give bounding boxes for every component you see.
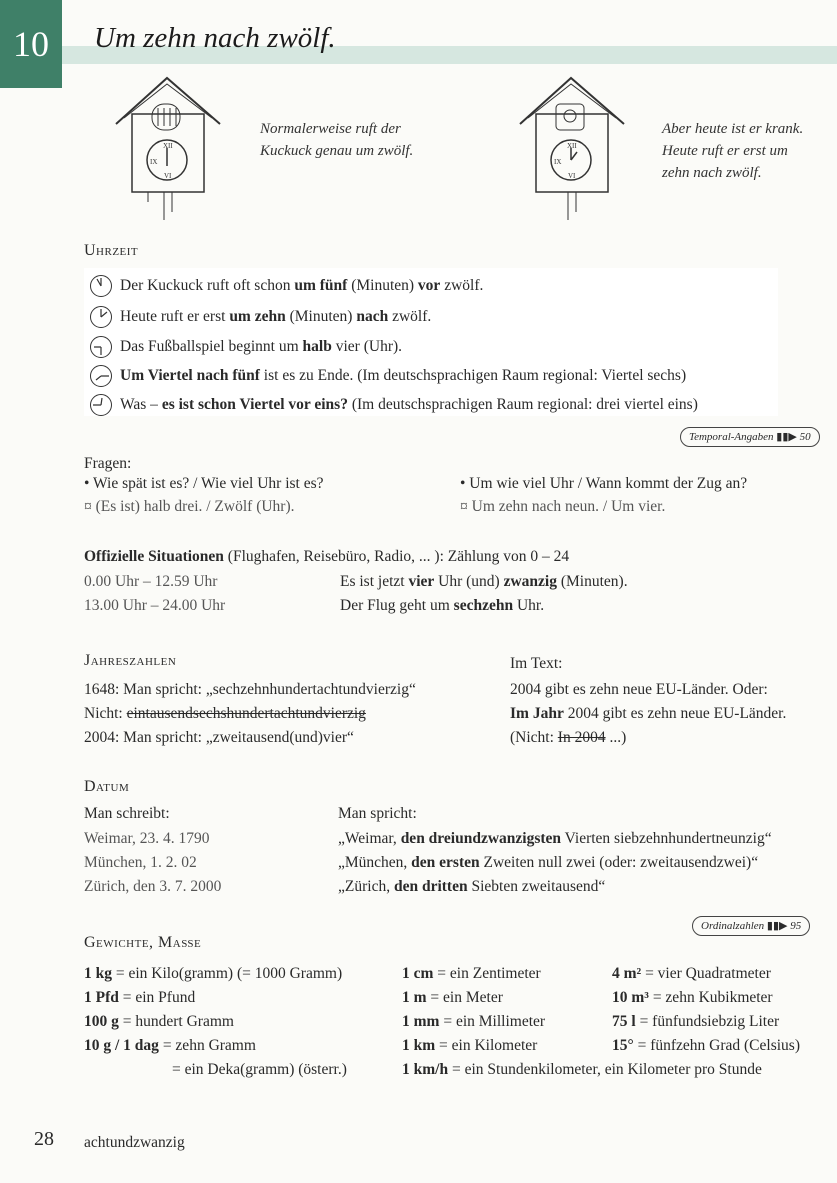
gewichte-row: 1 kg = ein Kilo(gramm) (= 1000 Gramm) (84, 965, 343, 982)
fragen-left-answer: ¤ (Es ist) halb drei. / Zwölf (Uhr). (84, 498, 295, 515)
datum-col1-head: Man schreibt: (84, 805, 170, 822)
datum-spoken-3: „Zürich, den dritten Siebten zweitausend“ (338, 878, 606, 895)
jahreszahlen-line-3: 2004: Man spricht: „zweitausend(und)vier“ (84, 729, 354, 746)
svg-text:VI: VI (568, 172, 576, 180)
arrow-icon: ▮▮▶ (766, 920, 788, 932)
page-word: achtundzwanzig (84, 1134, 185, 1151)
clock-quarter-to-icon (90, 394, 112, 416)
gewichte-row: 100 g = hundert Gramm (84, 1013, 234, 1030)
cuckoo-clock-left-icon (108, 72, 226, 222)
clock-five-to-icon (90, 275, 112, 297)
datum-written-1: Weimar, 23. 4. 1790 (84, 830, 210, 847)
masse-row: 1 mm = ein Millimeter (402, 1013, 546, 1030)
volumen-row: 4 m² = vier Quadratmeter (612, 965, 771, 982)
caption-left-line-2: Kuckuck genau um zwölf. (260, 143, 414, 159)
caption-right-line-2: Heute ruft er erst um (662, 143, 788, 159)
datum-heading: Datum (84, 778, 130, 795)
offiziell-example-1: Es ist jetzt vier Uhr (und) zwanzig (Minuten). (340, 573, 628, 590)
offiziell-range-2: 13.00 Uhr – 24.00 Uhr (84, 597, 226, 614)
svg-text:VI: VI (164, 172, 172, 180)
uhrzeit-row: Heute ruft er erst um zehn (Minuten) nach zwölf. (90, 305, 431, 329)
jahreszahlen-heading: Jahreszahlen (84, 652, 177, 669)
uhrzeit-row: Der Kuckuck ruft oft schon um fünf (Minuten) vor zwölf. (90, 274, 483, 298)
gewichte-row: 1 Pfd = ein Pfund (84, 989, 196, 1006)
clock-half-icon (90, 336, 112, 358)
arrow-icon: ▮▮▶ (776, 431, 797, 443)
datum-spoken-2: „München, den ersten Zweiten null zwei (oder: zweitausendzwei)“ (338, 854, 759, 871)
offiziell-example-2: Der Flug geht um sechzehn Uhr. (340, 597, 545, 614)
offiziell-range-1: 0.00 Uhr – 12.59 Uhr (84, 573, 218, 590)
datum-col2-head: Man spricht: (338, 805, 417, 822)
masse-row: 1 km = ein Kilometer (402, 1037, 538, 1054)
volumen-row: 75 l = fünfundsiebzig Liter (612, 1013, 780, 1030)
caption-left-line-1: Normalerweise ruft der (260, 121, 401, 137)
masse-row: 1 cm = ein Zentimeter (402, 965, 541, 982)
fragen-right-answer: ¤ Um zehn nach neun. / Um vier. (460, 498, 666, 515)
temporal-angaben-reference[interactable]: Temporal-Angaben ▮▮▶ 50 (680, 427, 820, 447)
volumen-row: 15° = fünfzehn Grad (Celsius) (612, 1037, 800, 1054)
datum-written-3: Zürich, den 3. 7. 2000 (84, 878, 222, 895)
masse-row: 1 km/h = ein Stundenkilometer, ein Kilometer pro Stunde (402, 1061, 762, 1078)
masse-row: 1 m = ein Meter (402, 989, 503, 1006)
ordinalzahlen-reference[interactable]: Ordinalzahlen ▮▮▶ 95 (692, 916, 810, 936)
offiziell-heading: Offizielle Situationen (Flughafen, Reisebüro, Radio, ... ): Zählung von 0 – 24 (84, 548, 570, 565)
fragen-left-question: • Wie spät ist es? / Wie viel Uhr ist es? (84, 475, 324, 492)
gewichte-row: 10 g / 1 dag = zehn Gramm (84, 1037, 256, 1054)
svg-text:XII: XII (163, 142, 173, 150)
cuckoo-clock-right-icon (512, 72, 630, 222)
caption-right-line-1: Aber heute ist er krank. (662, 121, 804, 137)
uhrzeit-row: Um Viertel nach fünf ist es zu Ende. (Im deutschsprachigen Raum regional: Viertel sechs) (90, 364, 686, 388)
jahreszahlen-line-2: Nicht: eintausendsechshundertachtundvierzig (84, 705, 366, 722)
uhrzeit-row: Das Fußballspiel beginnt um halb vier (Uhr). (90, 335, 402, 359)
uhrzeit-heading: Uhrzeit (84, 242, 139, 259)
fragen-right-question: • Um wie viel Uhr / Wann kommt der Zug an? (460, 475, 748, 492)
clock-quarter-past-icon (90, 365, 112, 387)
svg-text:IX: IX (150, 158, 158, 166)
page-number: 28 (34, 1128, 54, 1150)
clock-ten-past-icon (90, 306, 112, 328)
gewichte-row-extra: = ein Deka(gramm) (österr.) (172, 1061, 347, 1078)
im-text-heading: Im Text: (510, 655, 563, 672)
gewichte-heading: Gewichte, Maße (84, 934, 202, 951)
im-text-line-1: 2004 gibt es zehn neue EU-Länder. Oder: (510, 681, 768, 698)
fragen-heading: Fragen: (84, 455, 132, 472)
svg-text:XII: XII (567, 142, 577, 150)
im-text-line-3: (Nicht: In 2004 ...) (510, 729, 627, 746)
jahreszahlen-line-1: 1648: Man spricht: „sechzehnhundertachtundvierzig“ (84, 681, 416, 698)
uhrzeit-row: Was – es ist schon Viertel vor eins? (Im deutschsprachigen Raum regional: drei viertel eins) (90, 393, 698, 417)
page-title: Um zehn nach zwölf. (94, 22, 336, 54)
im-text-line-2: Im Jahr 2004 gibt es zehn neue EU-Länder. (510, 705, 787, 722)
datum-written-2: München, 1. 2. 02 (84, 854, 197, 871)
caption-right-line-3: zehn nach zwölf. (662, 165, 762, 181)
volumen-row: 10 m³ = zehn Kubikmeter (612, 989, 773, 1006)
svg-text:IX: IX (554, 158, 562, 166)
datum-spoken-1: „Weimar, den dreiundzwanzigsten Vierten siebzehnhundertneunzig“ (338, 830, 772, 847)
chapter-number: 10 (0, 0, 62, 88)
